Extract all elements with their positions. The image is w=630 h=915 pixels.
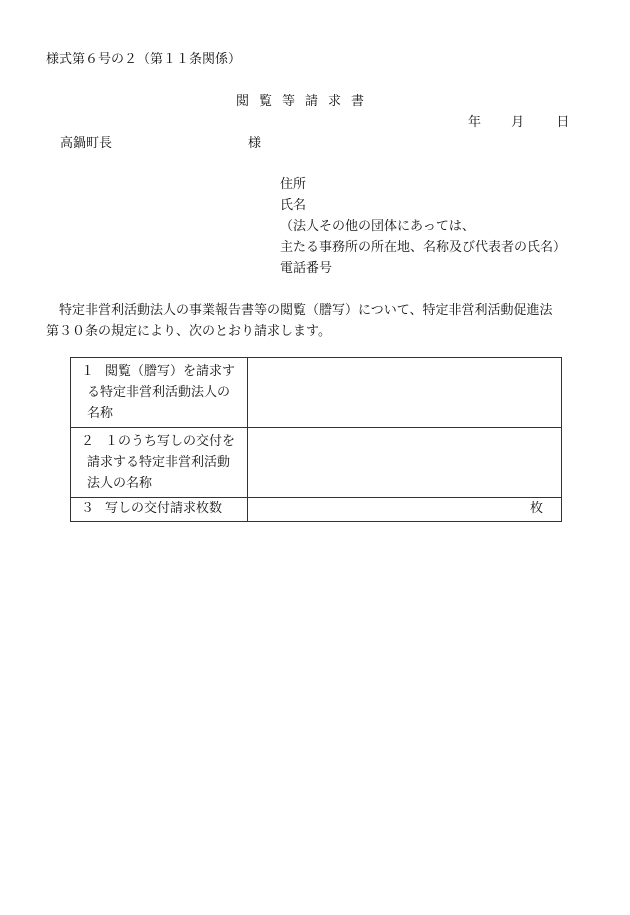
row-label-line: 写しの交付請求枚数 [105, 501, 223, 516]
recipient-name: 高鍋町長 [60, 136, 113, 151]
request-table [70, 357, 562, 522]
applicant-fields [280, 178, 566, 283]
table-row [71, 498, 562, 522]
request-statement-line1: 特定非営利活動法人の事業報告書等の閲覧（謄写）について、特定非営利活動促進法 [59, 303, 553, 318]
copy-corporation-name-field[interactable] [247, 428, 561, 498]
corporation-name-field[interactable] [247, 358, 561, 428]
phone-label: 電話番号 [280, 261, 333, 276]
request-statement [46, 300, 586, 342]
row-label-line: 請求する特定非営利活動 [87, 455, 231, 470]
row-label-line: る特定非営利活動法人の [87, 385, 231, 400]
date-year-label: 年 [468, 115, 482, 130]
row-label-line: 閲覧（謄写）を請求す [105, 364, 236, 379]
row-number: ２ [81, 434, 95, 449]
row-label-line: 名称 [87, 406, 114, 421]
row-label-cell [71, 358, 248, 428]
form-number: 様式第６号の２（第１１条関係） [46, 52, 242, 67]
row-number: １ [81, 364, 95, 379]
name-label: 氏名 [280, 198, 307, 213]
row-label-line: １のうち写しの交付を [105, 434, 236, 449]
corporate-note-line1: （法人その他の団体にあっては、 [280, 219, 475, 234]
table-row [71, 428, 562, 498]
row-label-cell [71, 428, 248, 498]
row-number: ３ [81, 501, 95, 516]
table-row [71, 358, 562, 428]
recipient-honorific: 様 [248, 136, 262, 151]
date-line [468, 116, 569, 129]
date-month-label: 月 [511, 115, 525, 130]
date-day-label: 日 [556, 115, 570, 130]
sheets-unit-label: 枚 [529, 501, 543, 516]
address-label: 住所 [280, 177, 307, 192]
copy-count-field[interactable] [247, 498, 561, 522]
row-label-cell [71, 498, 248, 522]
row-label-line: 法人の名称 [87, 476, 153, 491]
corporate-note-line2: 主たる事務所の所在地、名称及び代表者の氏名） [280, 240, 567, 255]
document-title: 閲覧等請求書 [236, 94, 375, 109]
request-statement-line2: 第３０条の規定により、次のとおり請求します。 [46, 324, 331, 339]
